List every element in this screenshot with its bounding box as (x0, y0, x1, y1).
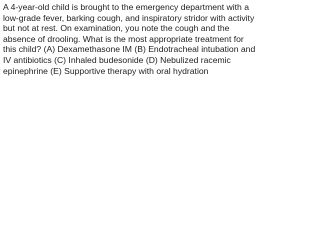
question-card (0, 0, 261, 88)
question-text: A 4-year-old child is brought to the emergency department with a low-grade fever, barking cough, and inspiratory stridor with activity but not at rest. On examination, you note the cough and the absence of drooling. What is the most appropriate treatment for this child? (A) Dexamethasone IM (B) Endotracheal intubation and IV antibiotics (C) Inhaled budesonide (D) Nebulized racemic epinephrine (E) Supportive therapy with oral hydration (3, 2, 256, 76)
